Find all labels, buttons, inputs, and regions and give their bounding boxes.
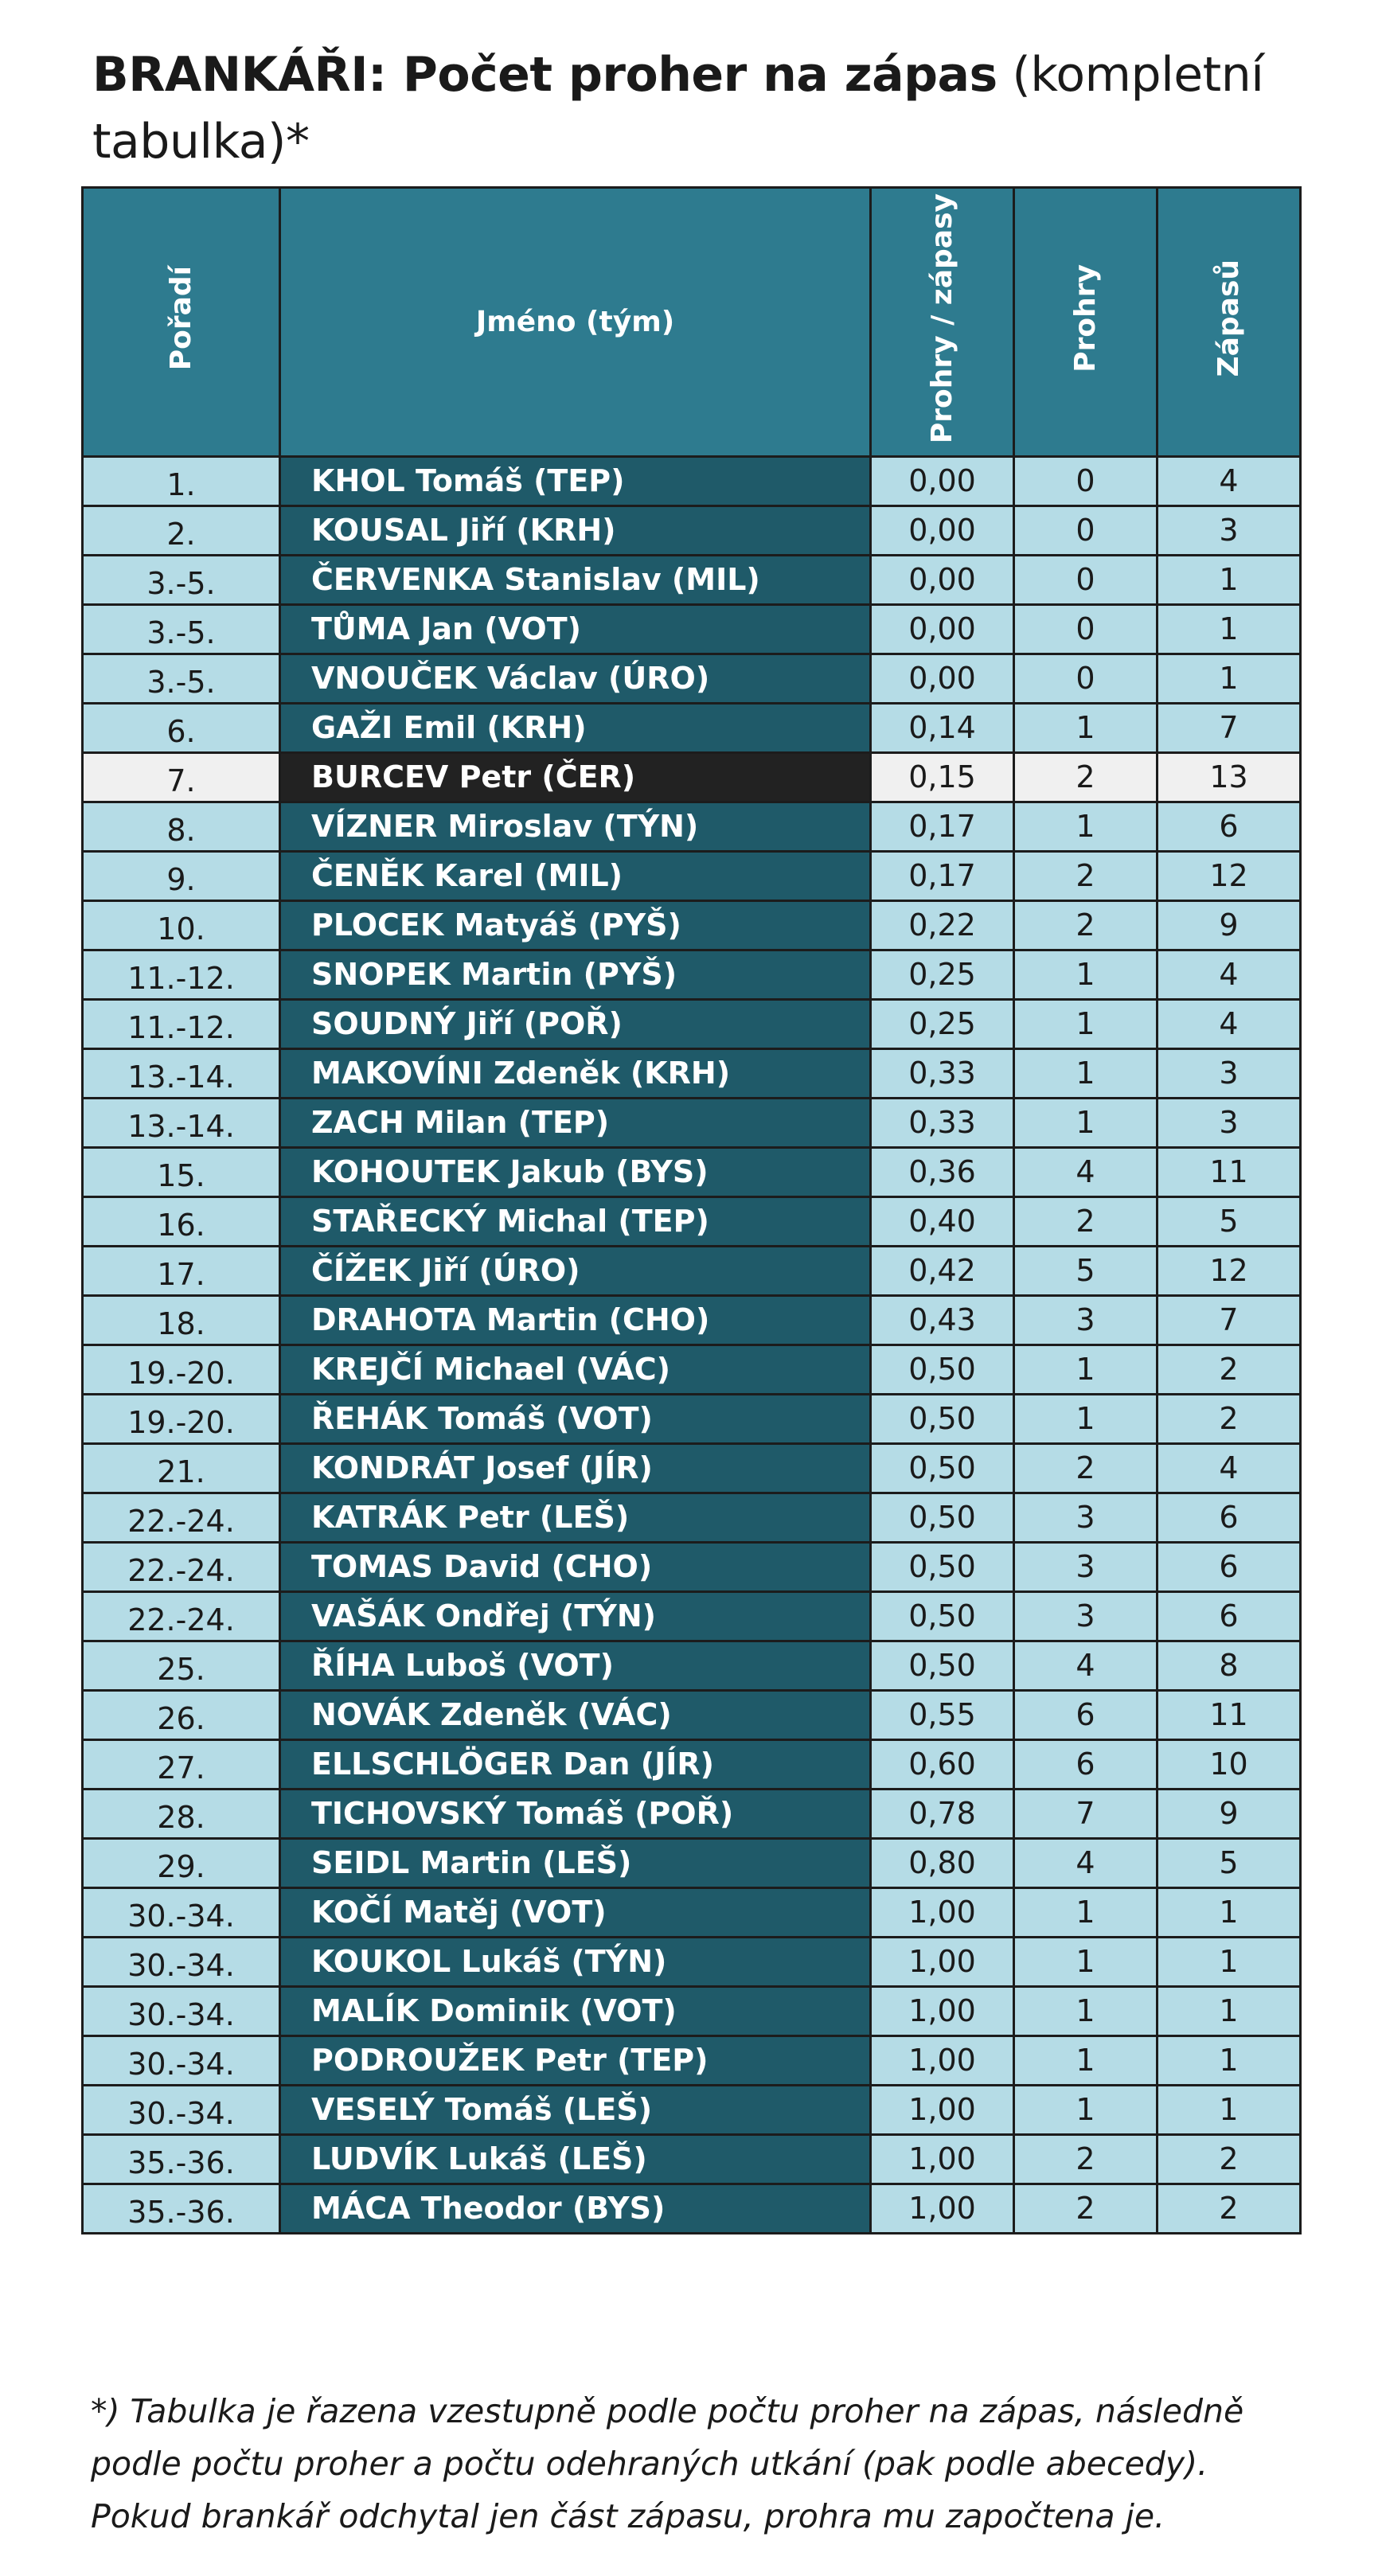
cell-ratio: 1,00 bbox=[871, 2086, 1014, 2135]
cell-name: MALÍK Dominik (VOT) bbox=[280, 1987, 871, 2036]
cell-ratio: 0,25 bbox=[871, 1000, 1014, 1049]
cell-name: BURCEV Petr (ČER) bbox=[280, 753, 871, 802]
cell-losses: 2 bbox=[1014, 1197, 1158, 1247]
cell-ratio: 0,42 bbox=[871, 1247, 1014, 1296]
cell-losses: 4 bbox=[1014, 1148, 1158, 1197]
table-row bbox=[83, 1345, 1301, 1395]
cell-rank: 3.-5. bbox=[83, 654, 280, 704]
cell-name: TŮMA Jan (VOT) bbox=[280, 605, 871, 654]
cell-name: ŘEHÁK Tomáš (VOT) bbox=[280, 1395, 871, 1444]
cell-games: 11 bbox=[1158, 1148, 1301, 1197]
cell-ratio: 0,22 bbox=[871, 901, 1014, 950]
cell-games: 1 bbox=[1158, 1938, 1301, 1987]
header-row bbox=[83, 188, 1301, 457]
cell-name: ČÍŽEK Jiří (ÚRO) bbox=[280, 1247, 871, 1296]
table-row bbox=[83, 1790, 1301, 1839]
cell-games: 5 bbox=[1158, 1197, 1301, 1247]
cell-games: 3 bbox=[1158, 506, 1301, 556]
table-row bbox=[83, 1641, 1301, 1691]
cell-rank: 8. bbox=[83, 802, 280, 852]
cell-rank: 30.-34. bbox=[83, 1938, 280, 1987]
cell-ratio: 0,40 bbox=[871, 1197, 1014, 1247]
cell-rank: 13.-14. bbox=[83, 1049, 280, 1099]
cell-ratio: 0,00 bbox=[871, 605, 1014, 654]
cell-rank: 30.-34. bbox=[83, 1888, 280, 1938]
table-row bbox=[83, 2036, 1301, 2086]
cell-games: 1 bbox=[1158, 556, 1301, 605]
cell-ratio: 0,50 bbox=[871, 1395, 1014, 1444]
header-games bbox=[1158, 188, 1301, 457]
cell-ratio: 0,50 bbox=[871, 1493, 1014, 1543]
table-row bbox=[83, 950, 1301, 1000]
cell-losses: 4 bbox=[1014, 1641, 1158, 1691]
cell-games: 1 bbox=[1158, 605, 1301, 654]
cell-games: 4 bbox=[1158, 950, 1301, 1000]
header-rank bbox=[83, 188, 280, 457]
cell-name: KOUSAL Jiří (KRH) bbox=[280, 506, 871, 556]
table-row bbox=[83, 1938, 1301, 1987]
table-row bbox=[83, 457, 1301, 506]
cell-name: KHOL Tomáš (TEP) bbox=[280, 457, 871, 506]
cell-ratio: 0,15 bbox=[871, 753, 1014, 802]
cell-games: 1 bbox=[1158, 654, 1301, 704]
cell-losses: 0 bbox=[1014, 605, 1158, 654]
cell-games: 2 bbox=[1158, 2135, 1301, 2184]
cell-games: 12 bbox=[1158, 852, 1301, 901]
cell-ratio: 0,00 bbox=[871, 556, 1014, 605]
cell-games: 10 bbox=[1158, 1740, 1301, 1790]
cell-losses: 2 bbox=[1014, 2184, 1158, 2234]
table-row bbox=[83, 1296, 1301, 1345]
cell-name: ZACH Milan (TEP) bbox=[280, 1099, 871, 1148]
cell-losses: 0 bbox=[1014, 457, 1158, 506]
table-row bbox=[83, 852, 1301, 901]
table-row bbox=[83, 1148, 1301, 1197]
cell-ratio: 0,17 bbox=[871, 852, 1014, 901]
cell-games: 2 bbox=[1158, 1345, 1301, 1395]
table-row bbox=[83, 2184, 1301, 2234]
cell-name: KREJČÍ Michael (VÁC) bbox=[280, 1345, 871, 1395]
cell-rank: 11.-12. bbox=[83, 1000, 280, 1049]
cell-name: PLOCEK Matyáš (PYŠ) bbox=[280, 901, 871, 950]
cell-ratio: 0,43 bbox=[871, 1296, 1014, 1345]
cell-ratio: 0,50 bbox=[871, 1641, 1014, 1691]
cell-rank: 29. bbox=[83, 1839, 280, 1888]
table-row bbox=[83, 506, 1301, 556]
cell-ratio: 0,80 bbox=[871, 1839, 1014, 1888]
cell-losses: 5 bbox=[1014, 1247, 1158, 1296]
cell-ratio: 0,25 bbox=[871, 950, 1014, 1000]
cell-rank: 28. bbox=[83, 1790, 280, 1839]
table-row bbox=[83, 1543, 1301, 1592]
cell-ratio: 0,00 bbox=[871, 654, 1014, 704]
cell-games: 6 bbox=[1158, 1493, 1301, 1543]
table-row bbox=[83, 1444, 1301, 1493]
cell-games: 1 bbox=[1158, 1888, 1301, 1938]
cell-name: KONDRÁT Josef (JÍR) bbox=[280, 1444, 871, 1493]
cell-rank: 27. bbox=[83, 1740, 280, 1790]
cell-ratio: 0,78 bbox=[871, 1790, 1014, 1839]
cell-losses: 4 bbox=[1014, 1839, 1158, 1888]
cell-ratio: 1,00 bbox=[871, 2135, 1014, 2184]
cell-rank: 7. bbox=[83, 753, 280, 802]
cell-name: VÍZNER Miroslav (TÝN) bbox=[280, 802, 871, 852]
table-row bbox=[83, 901, 1301, 950]
header-ratio bbox=[871, 188, 1014, 457]
cell-ratio: 0,36 bbox=[871, 1148, 1014, 1197]
cell-rank: 21. bbox=[83, 1444, 280, 1493]
cell-losses: 1 bbox=[1014, 704, 1158, 753]
cell-games: 5 bbox=[1158, 1839, 1301, 1888]
header-name bbox=[280, 188, 871, 457]
cell-rank: 1. bbox=[83, 457, 280, 506]
cell-losses: 1 bbox=[1014, 1888, 1158, 1938]
cell-ratio: 0,50 bbox=[871, 1345, 1014, 1395]
cell-games: 6 bbox=[1158, 1592, 1301, 1641]
cell-games: 8 bbox=[1158, 1641, 1301, 1691]
cell-ratio: 0,00 bbox=[871, 457, 1014, 506]
header-rank-label: Pořadí bbox=[165, 266, 197, 371]
table-row bbox=[83, 802, 1301, 852]
cell-losses: 1 bbox=[1014, 950, 1158, 1000]
cell-losses: 3 bbox=[1014, 1592, 1158, 1641]
cell-name: KATRÁK Petr (LEŠ) bbox=[280, 1493, 871, 1543]
cell-games: 1 bbox=[1158, 2036, 1301, 2086]
cell-ratio: 0,50 bbox=[871, 1444, 1014, 1493]
cell-rank: 15. bbox=[83, 1148, 280, 1197]
cell-rank: 26. bbox=[83, 1691, 280, 1740]
table-row bbox=[83, 1099, 1301, 1148]
cell-ratio: 0,14 bbox=[871, 704, 1014, 753]
cell-rank: 19.-20. bbox=[83, 1345, 280, 1395]
cell-rank: 35.-36. bbox=[83, 2135, 280, 2184]
cell-rank: 2. bbox=[83, 506, 280, 556]
cell-games: 3 bbox=[1158, 1099, 1301, 1148]
cell-name: MAKOVÍNI Zdeněk (KRH) bbox=[280, 1049, 871, 1099]
table-row bbox=[83, 1740, 1301, 1790]
table-row bbox=[83, 2135, 1301, 2184]
footnote: *) Tabulka je řazena vzestupně podle počtu proher na zápas, následně podle počtu proher a počtu odehraných utkání (pak podle abecedy). Pokud brankář odchytal jen část zápasu, prohra mu započtena je. bbox=[91, 2392, 1244, 2535]
table-body bbox=[83, 457, 1301, 2234]
cell-games: 1 bbox=[1158, 1987, 1301, 2036]
cell-rank: 10. bbox=[83, 901, 280, 950]
cell-name: KOČÍ Matěj (VOT) bbox=[280, 1888, 871, 1938]
cell-rank: 17. bbox=[83, 1247, 280, 1296]
cell-losses: 1 bbox=[1014, 2086, 1158, 2135]
cell-rank: 18. bbox=[83, 1296, 280, 1345]
cell-losses: 2 bbox=[1014, 852, 1158, 901]
cell-games: 13 bbox=[1158, 753, 1301, 802]
table-row bbox=[83, 605, 1301, 654]
cell-losses: 1 bbox=[1014, 1987, 1158, 2036]
cell-losses: 2 bbox=[1014, 1444, 1158, 1493]
cell-ratio: 0,17 bbox=[871, 802, 1014, 852]
cell-games: 11 bbox=[1158, 1691, 1301, 1740]
cell-games: 4 bbox=[1158, 457, 1301, 506]
cell-rank: 13.-14. bbox=[83, 1099, 280, 1148]
cell-losses: 2 bbox=[1014, 901, 1158, 950]
cell-games: 2 bbox=[1158, 2184, 1301, 2234]
table-row bbox=[83, 1395, 1301, 1444]
cell-ratio: 1,00 bbox=[871, 1888, 1014, 1938]
cell-name: STAŘECKÝ Michal (TEP) bbox=[280, 1197, 871, 1247]
cell-losses: 1 bbox=[1014, 1000, 1158, 1049]
cell-losses: 3 bbox=[1014, 1543, 1158, 1592]
cell-losses: 2 bbox=[1014, 2135, 1158, 2184]
cell-ratio: 0,60 bbox=[871, 1740, 1014, 1790]
page-title bbox=[92, 41, 1302, 175]
cell-ratio: 1,00 bbox=[871, 2184, 1014, 2234]
cell-losses: 0 bbox=[1014, 506, 1158, 556]
table-row bbox=[83, 1888, 1301, 1938]
cell-rank: 35.-36. bbox=[83, 2184, 280, 2234]
table-row bbox=[83, 1247, 1301, 1296]
cell-games: 4 bbox=[1158, 1000, 1301, 1049]
cell-rank: 25. bbox=[83, 1641, 280, 1691]
cell-losses: 1 bbox=[1014, 1938, 1158, 1987]
cell-name: ČERVENKA Stanislav (MIL) bbox=[280, 556, 871, 605]
cell-name: KOHOUTEK Jakub (BYS) bbox=[280, 1148, 871, 1197]
cell-ratio: 0,33 bbox=[871, 1049, 1014, 1099]
cell-rank: 9. bbox=[83, 852, 280, 901]
cell-games: 9 bbox=[1158, 1790, 1301, 1839]
cell-rank: 22.-24. bbox=[83, 1592, 280, 1641]
cell-name: ČENĚK Karel (MIL) bbox=[280, 852, 871, 901]
cell-games: 2 bbox=[1158, 1395, 1301, 1444]
cell-name: ŘÍHA Luboš (VOT) bbox=[280, 1641, 871, 1691]
cell-name: MÁCA Theodor (BYS) bbox=[280, 2184, 871, 2234]
cell-rank: 22.-24. bbox=[83, 1493, 280, 1543]
cell-losses: 1 bbox=[1014, 1099, 1158, 1148]
cell-losses: 7 bbox=[1014, 1790, 1158, 1839]
cell-ratio: 0,50 bbox=[871, 1543, 1014, 1592]
cell-name: SNOPEK Martin (PYŠ) bbox=[280, 950, 871, 1000]
table-row bbox=[83, 1493, 1301, 1543]
cell-losses: 3 bbox=[1014, 1493, 1158, 1543]
cell-name: SOUDNÝ Jiří (POŘ) bbox=[280, 1000, 871, 1049]
cell-games: 7 bbox=[1158, 1296, 1301, 1345]
cell-losses: 1 bbox=[1014, 2036, 1158, 2086]
table-row bbox=[83, 1592, 1301, 1641]
cell-name: DRAHOTA Martin (CHO) bbox=[280, 1296, 871, 1345]
cell-ratio: 0,55 bbox=[871, 1691, 1014, 1740]
cell-name: GAŽI Emil (KRH) bbox=[280, 704, 871, 753]
title-suffix: (kompletní tabulka)* bbox=[92, 47, 1264, 170]
table-row bbox=[83, 1049, 1301, 1099]
header-games-label: Zápasů bbox=[1212, 260, 1245, 377]
cell-rank: 3.-5. bbox=[83, 605, 280, 654]
cell-rank: 11.-12. bbox=[83, 950, 280, 1000]
cell-name: NOVÁK Zdeněk (VÁC) bbox=[280, 1691, 871, 1740]
cell-ratio: 1,00 bbox=[871, 1987, 1014, 2036]
cell-name: VAŠÁK Ondřej (TÝN) bbox=[280, 1592, 871, 1641]
cell-name: KOUKOL Lukáš (TÝN) bbox=[280, 1938, 871, 1987]
cell-losses: 1 bbox=[1014, 1345, 1158, 1395]
cell-rank: 16. bbox=[83, 1197, 280, 1247]
cell-name: LUDVÍK Lukáš (LEŠ) bbox=[280, 2135, 871, 2184]
cell-games: 3 bbox=[1158, 1049, 1301, 1099]
cell-losses: 0 bbox=[1014, 654, 1158, 704]
cell-games: 6 bbox=[1158, 802, 1301, 852]
goalkeepers-table bbox=[81, 186, 1302, 2234]
cell-rank: 6. bbox=[83, 704, 280, 753]
table-row bbox=[83, 1839, 1301, 1888]
table-row bbox=[83, 1987, 1301, 2036]
cell-rank: 3.-5. bbox=[83, 556, 280, 605]
cell-rank: 30.-34. bbox=[83, 2036, 280, 2086]
cell-losses: 3 bbox=[1014, 1296, 1158, 1345]
cell-losses: 1 bbox=[1014, 802, 1158, 852]
cell-losses: 0 bbox=[1014, 556, 1158, 605]
cell-name: SEIDL Martin (LEŠ) bbox=[280, 1839, 871, 1888]
cell-name: VESELÝ Tomáš (LEŠ) bbox=[280, 2086, 871, 2135]
table-row bbox=[83, 1000, 1301, 1049]
cell-losses: 1 bbox=[1014, 1049, 1158, 1099]
cell-name: VNOUČEK Václav (ÚRO) bbox=[280, 654, 871, 704]
table-row bbox=[83, 2086, 1301, 2135]
cell-ratio: 1,00 bbox=[871, 2036, 1014, 2086]
cell-games: 1 bbox=[1158, 2086, 1301, 2135]
cell-name: TOMAS David (CHO) bbox=[280, 1543, 871, 1592]
table-row bbox=[83, 1691, 1301, 1740]
table-row bbox=[83, 704, 1301, 753]
cell-games: 9 bbox=[1158, 901, 1301, 950]
cell-rank: 30.-34. bbox=[83, 1987, 280, 2036]
cell-games: 7 bbox=[1158, 704, 1301, 753]
cell-losses: 2 bbox=[1014, 753, 1158, 802]
cell-name: PODROUŽEK Petr (TEP) bbox=[280, 2036, 871, 2086]
table-row bbox=[83, 753, 1301, 802]
table-row bbox=[83, 556, 1301, 605]
header-losses-label: Prohry bbox=[1069, 264, 1102, 373]
title-main: BRANKÁŘI: Počet proher na zápas bbox=[92, 47, 997, 103]
cell-games: 12 bbox=[1158, 1247, 1301, 1296]
table-header bbox=[83, 188, 1301, 457]
cell-losses: 1 bbox=[1014, 1395, 1158, 1444]
cell-games: 6 bbox=[1158, 1543, 1301, 1592]
cell-games: 4 bbox=[1158, 1444, 1301, 1493]
header-name-label: Jméno (tým) bbox=[475, 306, 675, 338]
cell-name: ELLSCHLÖGER Dan (JÍR) bbox=[280, 1740, 871, 1790]
cell-ratio: 1,00 bbox=[871, 1938, 1014, 1987]
cell-ratio: 0,00 bbox=[871, 506, 1014, 556]
cell-rank: 19.-20. bbox=[83, 1395, 280, 1444]
cell-rank: 22.-24. bbox=[83, 1543, 280, 1592]
cell-ratio: 0,33 bbox=[871, 1099, 1014, 1148]
header-losses bbox=[1014, 188, 1158, 457]
table-row bbox=[83, 654, 1301, 704]
cell-name: TICHOVSKÝ Tomáš (POŘ) bbox=[280, 1790, 871, 1839]
cell-losses: 6 bbox=[1014, 1740, 1158, 1790]
cell-losses: 6 bbox=[1014, 1691, 1158, 1740]
cell-ratio: 0,50 bbox=[871, 1592, 1014, 1641]
cell-rank: 30.-34. bbox=[83, 2086, 280, 2135]
table-row bbox=[83, 1197, 1301, 1247]
header-ratio-label: Prohry / zápasy bbox=[926, 193, 958, 444]
